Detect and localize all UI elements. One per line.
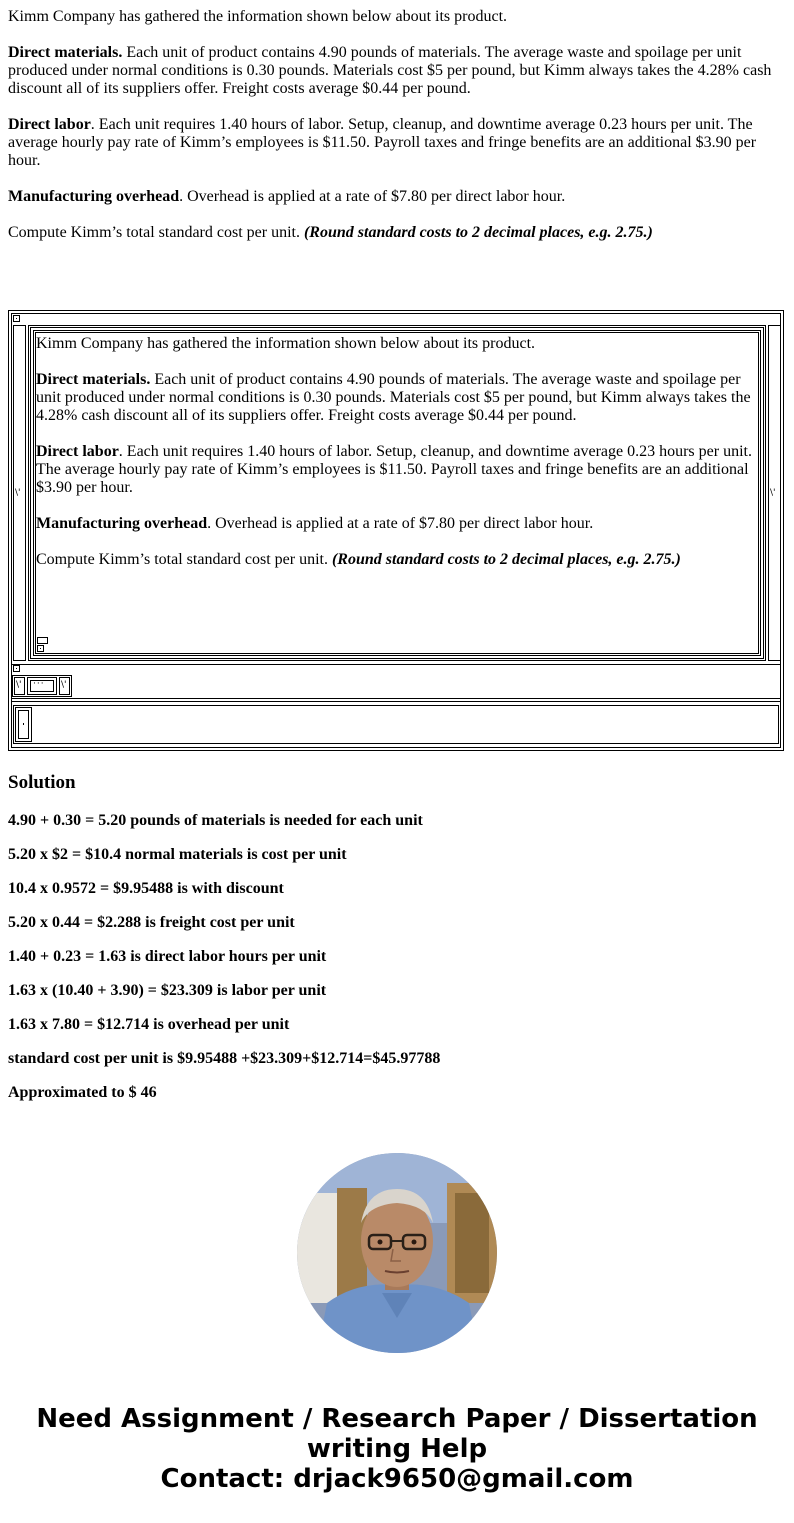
- direct-labor-label: Direct labor: [8, 116, 91, 133]
- footer-ad: [0, 1404, 794, 1494]
- editor-direct-labor: [36, 443, 756, 497]
- direct-labor-text: . Each unit requires 1.40 hours of labor. Setup, cleanup, and downtime average 0.23 hours per unit. The average hourly pay rate of Kimm’s employees is $11.50. Payroll taxes and fringe benefits are an additional $3.90 per hour.: [8, 116, 757, 169]
- task-note: (Round standard costs to 2 decimal places, e.g. 2.75.): [303, 224, 653, 241]
- toolbar-left-arrow-icon[interactable]: \': [16, 680, 22, 690]
- status-bar: [13, 705, 779, 744]
- editor-overhead: [36, 515, 756, 533]
- editor-direct-materials-text: Each unit of product contains 4.90 pounds of materials. The average waste and spoilage per unit produced under normal conditions is 0.30 pounds. Materials cost $5 per pound, but Kimm always takes the 4.28% cash discount all of its suppliers offer. Freight costs average $0.44 per pound.: [36, 371, 751, 424]
- resize-handle-icon[interactable]: [37, 637, 48, 644]
- solution-line: 1.40 + 0.23 = 1.63 is direct labor hours per unit: [8, 948, 327, 965]
- toolbar-right-arrow-icon[interactable]: \': [61, 680, 67, 690]
- overhead-paragraph: [8, 188, 786, 206]
- solution-line: 1.63 x 7.80 = $12.714 is overhead per unit: [8, 1016, 290, 1033]
- editor-overhead-label: Manufacturing overhead: [36, 515, 208, 532]
- solution-line: Approximated to $ 46: [8, 1084, 157, 1101]
- editor-task-text: Compute Kimm’s total standard cost per unit.: [36, 551, 332, 568]
- editor-direct-labor-text: . Each unit requires 1.40 hours of labor. Setup, cleanup, and downtime average 0.23 hours per unit. The average hourly pay rate of Kimm’s employees is $11.50. Payroll taxes and fringe benefits are an additional $3.90 per hour.: [36, 443, 752, 496]
- footer-line-2: writing Help: [306, 1434, 488, 1464]
- solution-line: standard cost per unit is $9.95488 +$23.309+$12.714=$45.97788: [8, 1050, 441, 1067]
- overhead-label: Manufacturing overhead: [8, 188, 180, 205]
- overhead-text: . Overhead is applied at a rate of $7.80 per direct labor hour.: [179, 188, 566, 205]
- editor-corner-handle-top[interactable]: [13, 315, 20, 322]
- rich-text-editor[interactable]: [8, 310, 784, 751]
- solution-line: 5.20 x 0.44 = $2.288 is freight cost per unit: [8, 914, 295, 931]
- avatar-portrait-icon: [297, 1153, 497, 1353]
- solution-line: 10.4 x 0.9572 = $9.95488 is with discount: [8, 880, 284, 897]
- solution-line: 5.20 x $2 = $10.4 normal materials is cost per unit: [8, 846, 347, 863]
- editor-direct-materials: [36, 371, 756, 425]
- editor-overhead-text: . Overhead is applied at a rate of $7.80 per direct labor hour.: [207, 515, 594, 532]
- editor-direct-materials-label: Direct materials.: [36, 371, 151, 388]
- editor-direct-labor-label: Direct labor: [36, 443, 119, 460]
- ellipsis-icon[interactable]: ···: [33, 679, 45, 689]
- task-text: Compute Kimm’s total standard cost per unit.: [8, 224, 304, 241]
- editor-task-note: (Round standard costs to 2 decimal places, e.g. 2.75.): [331, 551, 681, 568]
- editor-task: [36, 551, 756, 569]
- solution-lines: [8, 812, 440, 1118]
- right-scroll-arrow-icon[interactable]: \': [770, 488, 776, 498]
- editor-intro: Kimm Company has gathered the information shown below about its product.: [36, 335, 536, 352]
- solution-heading: Solution: [8, 772, 76, 793]
- status-dot-icon: [23, 723, 24, 725]
- question-intro: Kimm Company has gathered the information shown below about its product.: [8, 8, 508, 25]
- content-anchor-icon[interactable]: [37, 645, 44, 652]
- footer-line-1: Need Assignment / Research Paper / Dissertation: [36, 1404, 758, 1434]
- toolbar-frame: [11, 664, 781, 699]
- left-scroll-arrow-icon[interactable]: \': [15, 488, 21, 498]
- author-avatar: [297, 1153, 497, 1353]
- task-paragraph: [8, 224, 786, 242]
- question-text: [8, 8, 786, 242]
- direct-materials-text: Each unit of product contains 4.90 pounds of materials. The average waste and spoilage per unit produced under normal conditions is 0.30 pounds. Materials cost $5 per pound, but Kimm always takes the 4.28% cash discount all of its suppliers offer. Freight costs average $0.44 per pound.: [8, 44, 772, 97]
- editor-content[interactable]: [36, 335, 756, 569]
- direct-materials-paragraph: [8, 44, 786, 98]
- direct-labor-paragraph: [8, 116, 786, 170]
- solution-line: 1.63 x (10.40 + 3.90) = $23.309 is labor per unit: [8, 982, 327, 999]
- direct-materials-label: Direct materials.: [8, 44, 123, 61]
- footer-contact: Contact: drjack9650@gmail.com: [160, 1464, 634, 1494]
- solution-line: 4.90 + 0.30 = 5.20 pounds of materials is needed for each unit: [8, 812, 423, 829]
